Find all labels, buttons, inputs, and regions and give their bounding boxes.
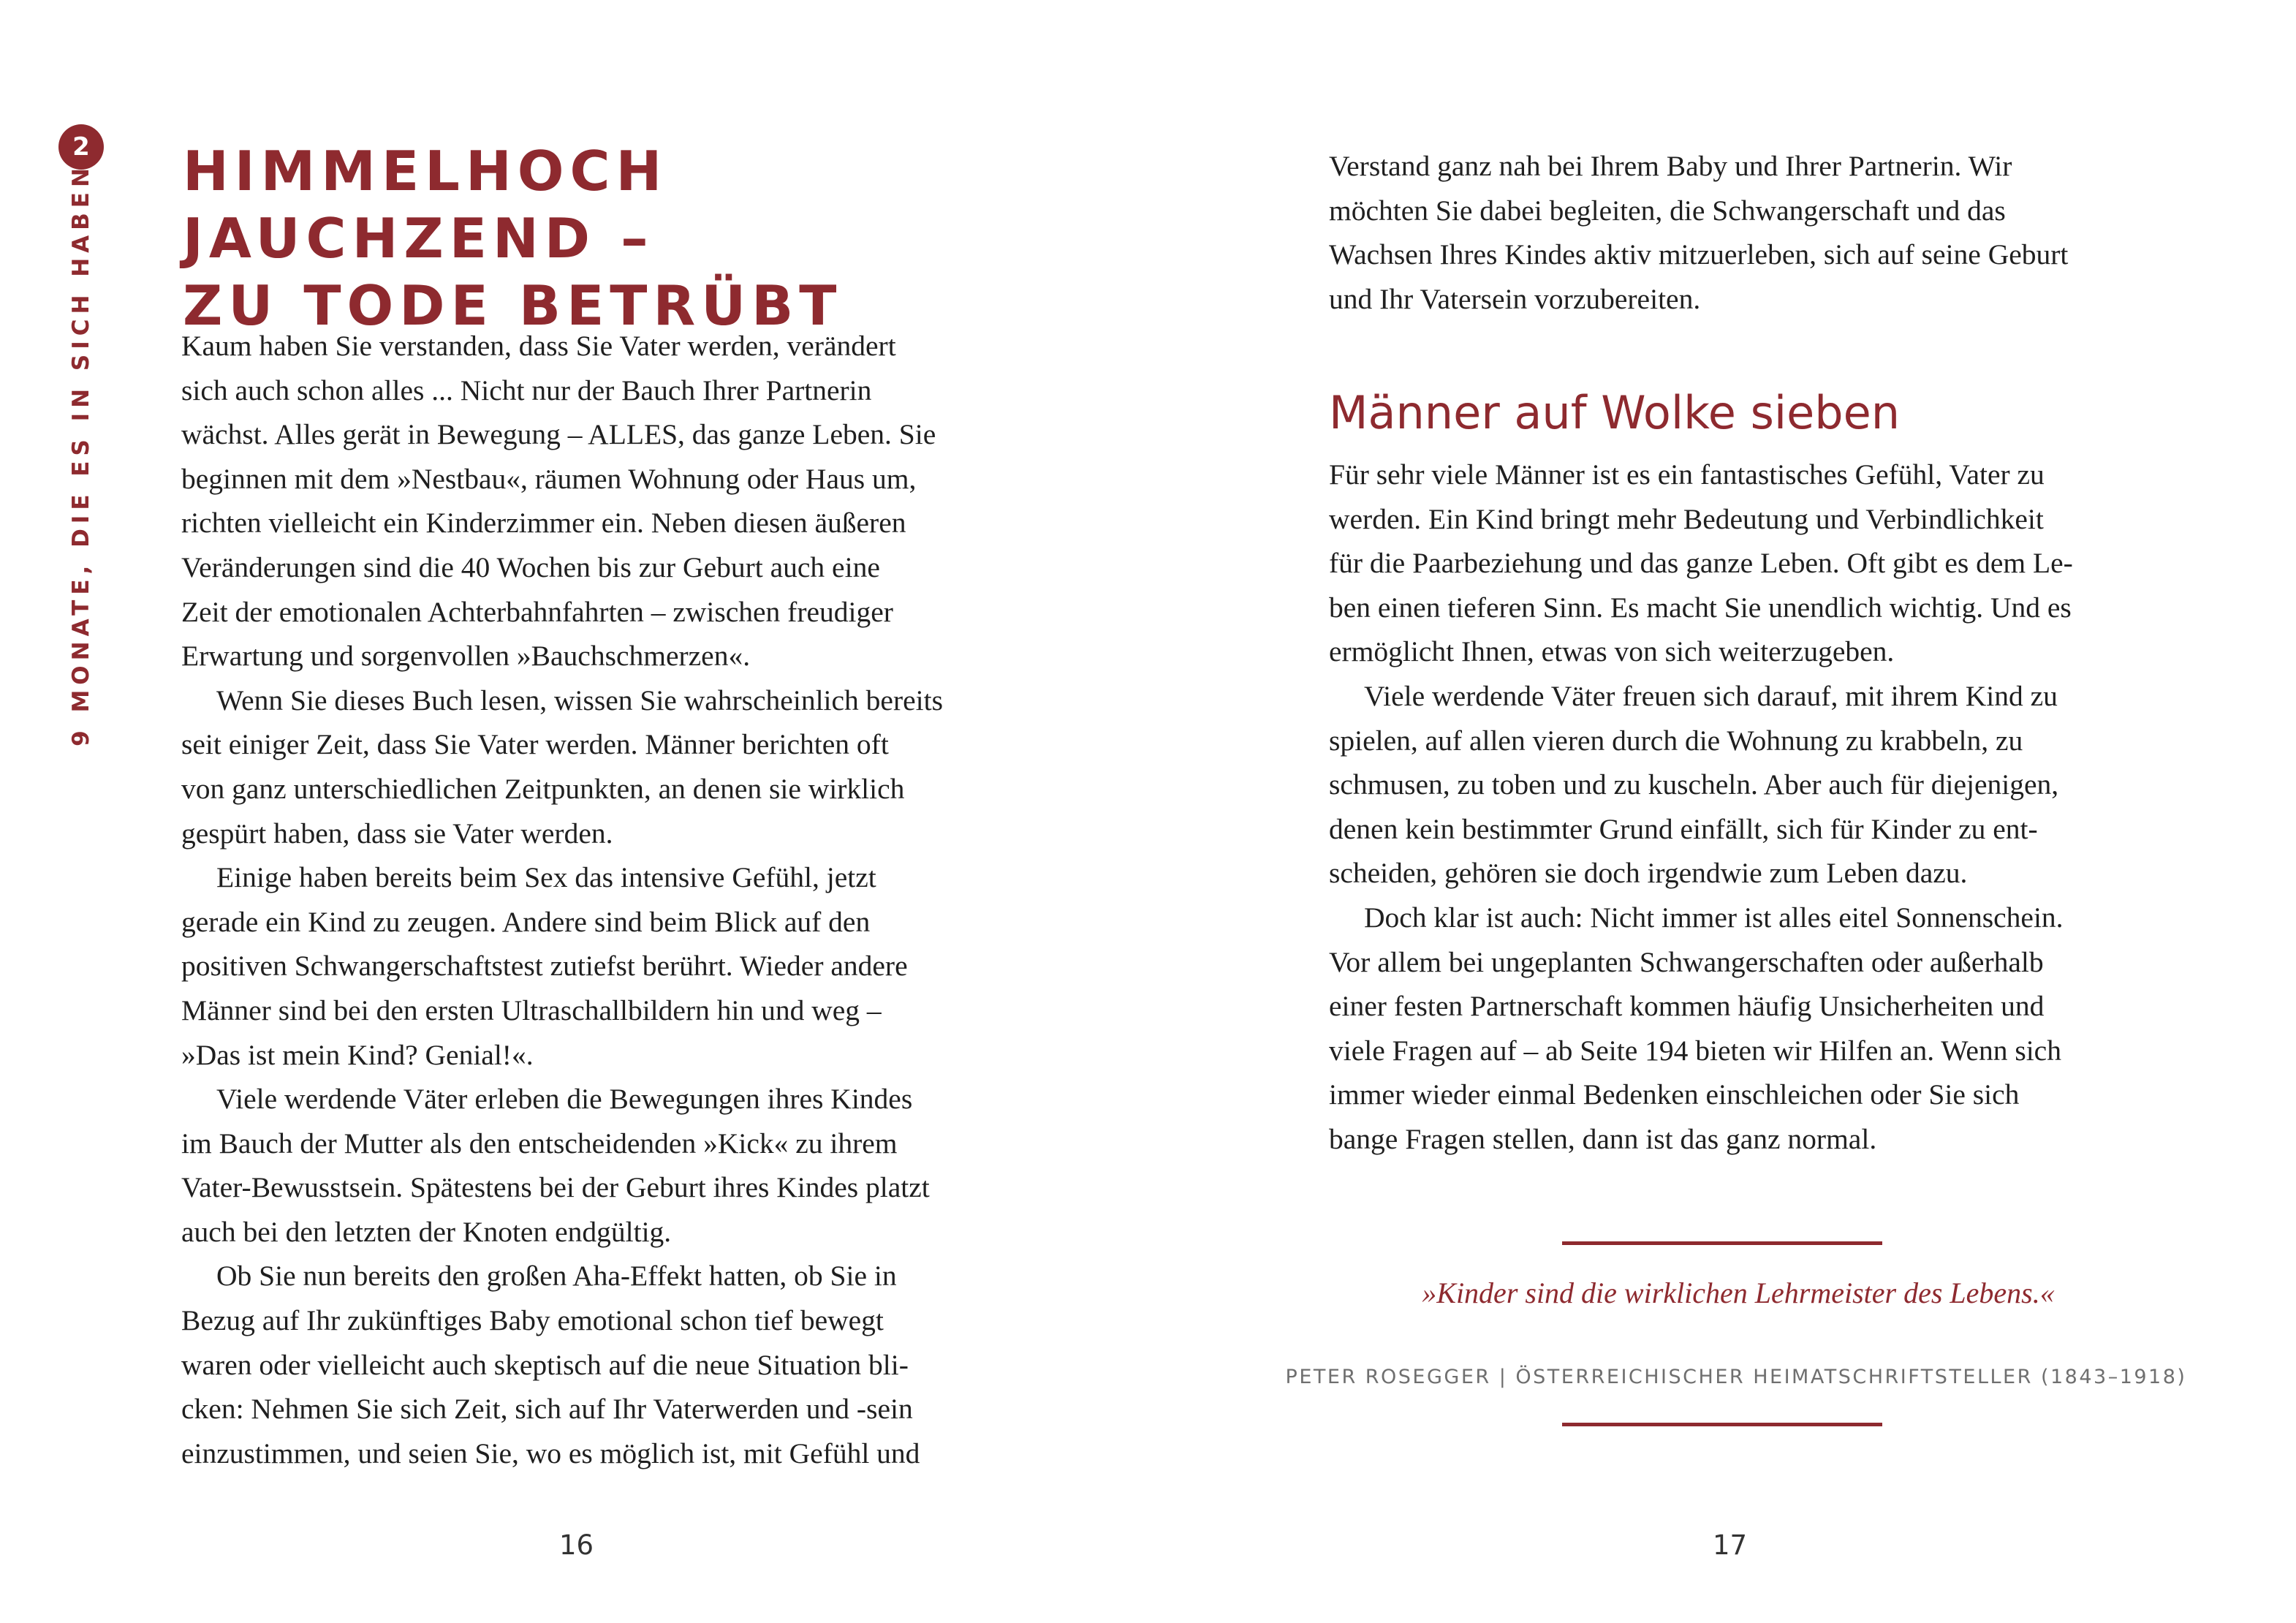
text-line: Erwartung und sorgenvollen »Bauchschmerzen«. xyxy=(181,640,751,673)
text-line: möchten Sie dabei begleiten, die Schwangerschaft und das xyxy=(1329,194,2006,227)
text-line: wächst. Alles gerät in Bewegung – ALLES, das ganze Leben. Sie xyxy=(181,418,936,451)
page-title-line: HIMMELHOCH JAUCHZEND – xyxy=(183,139,668,270)
text-line: Viele werdende Väter freuen sich darauf, mit ihrem Kind zu xyxy=(1364,679,2058,712)
text-line: »Das ist mein Kind? Genial!«. xyxy=(181,1038,534,1071)
text-line: ermöglicht Ihnen, etwas von sich weiterzugeben. xyxy=(1329,635,1895,668)
text-line: richten vielleicht ein Kinderzimmer ein. Neben diesen äußeren xyxy=(181,507,906,540)
page-number-right: 17 xyxy=(1713,1529,1748,1561)
text-line: sich auch schon alles ... Nicht nur der Bauch Ihrer Partnerin xyxy=(181,374,872,406)
text-line: Kaum haben Sie verstanden, dass Sie Vater werden, verändert xyxy=(181,330,896,362)
pull-quote: »Kinder sind die wirklichen Lehrmeister des Lebens.« xyxy=(1422,1276,2055,1309)
text-line: einer festen Partnerschaft kommen häufig Unsicherheiten und xyxy=(1329,990,2045,1023)
text-line: Vater-Bewusstsein. Spätestens bei der Geburt ihres Kindes platzt xyxy=(181,1171,930,1204)
quote-attribution: PETER ROSEGGER | ÖSTERREICHISCHER HEIMATSCHRIFTSTELLER (1843–1918) xyxy=(1285,1366,2187,1388)
text-line: waren oder vielleicht auch skeptisch auf die neue Situation bli- xyxy=(181,1348,909,1381)
text-line: Verstand ganz nah bei Ihrem Baby und Ihrer Partnerin. Wir xyxy=(1329,150,2012,182)
text-line: positiven Schwangerschaftstest zutiefst berührt. Wieder andere xyxy=(181,950,908,983)
text-line: Zeit der emotionalen Achterbahnfahrten – zwischen freudiger xyxy=(181,595,893,628)
text-line: werden. Ein Kind bringt mehr Bedeutung und Verbindlichkeit xyxy=(1329,502,2044,535)
text-line: cken: Nehmen Sie sich Zeit, sich auf Ihr Vaterwerden und -sein xyxy=(181,1393,913,1426)
right-continued-text xyxy=(1329,144,2148,321)
chapter-side-tab xyxy=(58,163,104,746)
text-line: gespürt haben, dass sie Vater werden. xyxy=(181,817,613,850)
left-body-text xyxy=(181,324,1007,1475)
right-body-text xyxy=(1329,453,2148,1162)
text-line: gerade ein Kind zu zeugen. Andere sind beim Blick auf den xyxy=(181,905,871,938)
text-line: im Bauch der Mutter als den entscheidenden »Kick« zu ihrem xyxy=(181,1127,898,1159)
page-number-left: 16 xyxy=(559,1529,594,1561)
text-line: von ganz unterschiedlichen Zeitpunkten, an denen sie wirklich xyxy=(181,772,905,805)
text-line: für die Paarbeziehung und das ganze Leben. Oft gibt es dem Le- xyxy=(1329,547,2073,580)
text-line: Einige haben bereits beim Sex das intensive Gefühl, jetzt xyxy=(216,861,876,894)
text-line: auch bei den letzten der Knoten endgültig. xyxy=(181,1215,672,1248)
text-line: denen kein bestimmter Grund einfällt, sich für Kinder zu ent- xyxy=(1329,812,2038,845)
text-line: und Ihr Vatersein vorzubereiten. xyxy=(1329,282,1701,315)
text-line: Viele werdende Väter erleben die Bewegungen ihres Kindes xyxy=(216,1083,913,1116)
text-line: schmusen, zu toben und zu kuscheln. Aber auch für diejenigen, xyxy=(1329,768,2059,801)
text-line: Vor allem bei ungeplanten Schwangerschaften oder außerhalb xyxy=(1329,945,2044,978)
text-line: scheiden, gehören sie doch irgendwie zum Leben dazu. xyxy=(1329,857,1968,890)
section-heading: Männer auf Wolke sieben xyxy=(1329,386,1901,439)
text-line: Wenn Sie dieses Buch lesen, wissen Sie wahrscheinlich bereits xyxy=(216,684,943,716)
chapter-number-badge: 2 xyxy=(58,124,104,170)
text-line: bange Fragen stellen, dann ist das ganz normal. xyxy=(1329,1122,1877,1155)
text-line: einzustimmen, und seien Sie, wo es möglich ist, mit Gefühl und xyxy=(181,1437,920,1469)
text-line: Doch klar ist auch: Nicht immer ist alles eitel Sonnenschein. xyxy=(1364,901,2064,934)
text-line: Für sehr viele Männer ist es ein fantastisches Gefühl, Vater zu xyxy=(1329,458,2045,491)
text-line: ben einen tieferen Sinn. Es macht Sie unendlich wichtig. Und es xyxy=(1329,591,2072,624)
text-line: seit einiger Zeit, dass Sie Vater werden. Männer berichten oft xyxy=(181,728,889,761)
quote-rule-top xyxy=(1562,1241,1882,1245)
text-line: Männer sind bei den ersten Ultraschallbildern hin und weg – xyxy=(181,994,882,1026)
text-line: spielen, auf allen vieren durch die Wohnung zu krabbeln, zu xyxy=(1329,724,2023,757)
text-line: immer wieder einmal Bedenken einschleichen oder Sie sich xyxy=(1329,1078,2020,1111)
text-line: viele Fragen auf – ab Seite 194 bieten wir Hilfen an. Wenn sich xyxy=(1329,1034,2061,1067)
quote-rule-bottom xyxy=(1562,1423,1882,1426)
text-line: Ob Sie nun bereits den großen Aha-Effekt hatten, ob Sie in xyxy=(216,1260,897,1293)
text-line: beginnen mit dem »Nestbau«, räumen Wohnung oder Haus um, xyxy=(181,462,917,495)
page-title-line: ZU TODE BETRÜBT xyxy=(183,273,843,338)
text-line: Bezug auf Ihr zukünftiges Baby emotional schon tief bewegt xyxy=(181,1304,884,1337)
chapter-side-title: 9 MONATE, DIE ES IN SICH HABEN xyxy=(68,163,94,746)
text-line: Wachsen Ihres Kindes aktiv mitzuerleben, sich auf seine Geburt xyxy=(1329,238,2069,271)
text-line: Veränderungen sind die 40 Wochen bis zur Geburt auch eine xyxy=(181,551,880,583)
page-title xyxy=(183,137,1096,339)
